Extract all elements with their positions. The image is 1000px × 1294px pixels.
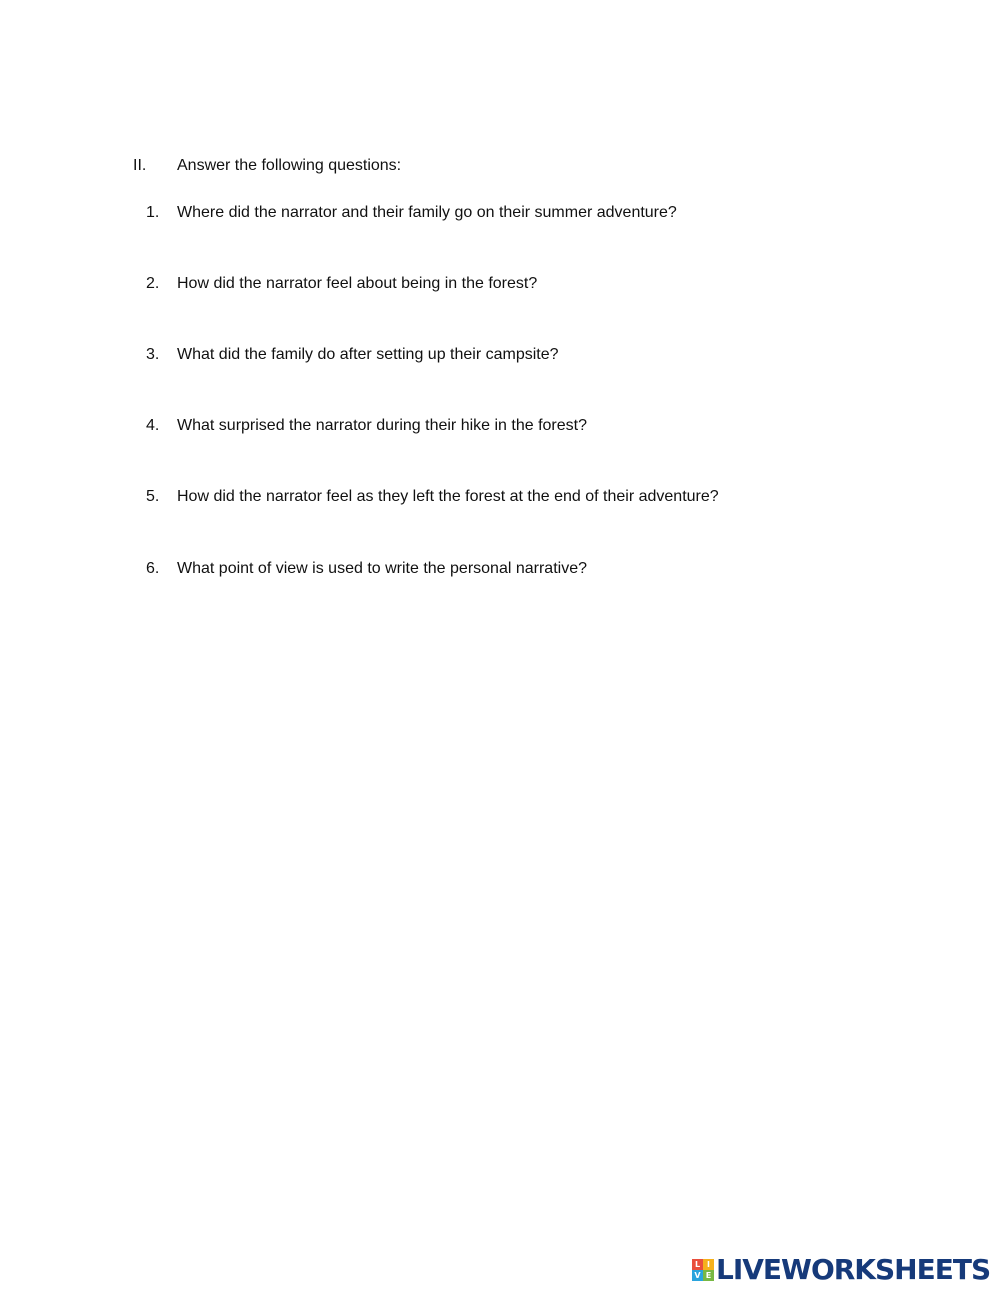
question-text: What point of view is used to write the personal narrative?: [177, 560, 587, 577]
question-text: How did the narrator feel as they left the forest at the end of their adventure?: [177, 488, 719, 505]
question-number: 5.: [146, 488, 160, 505]
question-item: [146, 487, 719, 507]
liveworksheets-logo[interactable]: [692, 1255, 990, 1285]
question-text: How did the narrator feel about being in the forest?: [177, 275, 538, 292]
question-item: [146, 559, 587, 579]
question-number: 3.: [146, 346, 160, 363]
logo-mark-letter: L: [692, 1259, 703, 1270]
question-number: 4.: [146, 417, 160, 434]
question-number: 2.: [146, 275, 160, 292]
question-text: What surprised the narrator during their hike in the forest?: [177, 417, 587, 434]
logo-mark-icon: [692, 1259, 714, 1281]
question-item: [146, 203, 677, 223]
question-number: 1.: [146, 204, 160, 221]
logo-mark-letter: V: [692, 1270, 703, 1281]
question-item: [146, 416, 587, 436]
question-text: Where did the narrator and their family go on their summer adventure?: [177, 204, 677, 221]
logo-mark-letter: E: [703, 1270, 714, 1281]
question-item: [146, 274, 537, 294]
question-item: [146, 345, 559, 365]
question-text: What did the family do after setting up their campsite?: [177, 346, 559, 363]
section-heading: [133, 156, 401, 176]
question-number: 6.: [146, 560, 160, 577]
section-heading-text: Answer the following questions:: [177, 157, 402, 174]
logo-mark-letter: I: [703, 1259, 714, 1270]
section-numeral: II.: [133, 157, 147, 174]
logo-text: LIVEWORKSHEETS: [716, 1253, 991, 1286]
